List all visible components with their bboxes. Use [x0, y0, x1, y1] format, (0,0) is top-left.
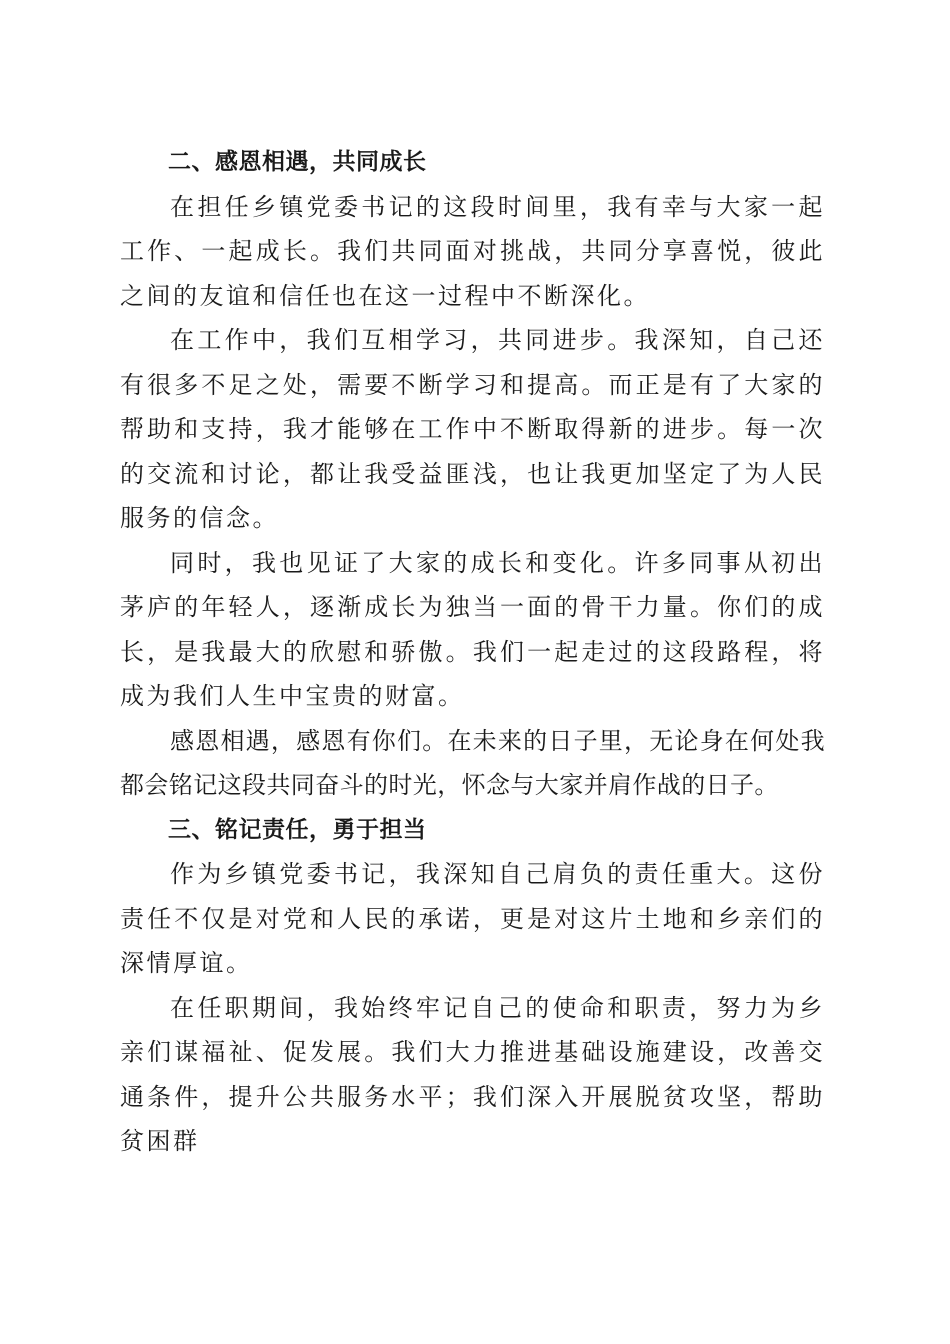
paragraph: 在担任乡镇党委书记的这段时间里，我有幸与大家一起工作、一起成长。我们共同面对挑战，共同分享喜悦，彼此之间的友谊和信任也在这一过程中不断深化。: [120, 192, 825, 310]
section-heading-responsibility: 三、铭记责任，勇于担当: [168, 816, 427, 843]
paragraph: 在任职期间，我始终牢记自己的使命和职责，努力为乡亲们谋福祉、促发展。我们大力推进基础设施建设，改善交通条件，提升公共服务水平；我们深入开展脱贫攻坚，帮助贫困群: [120, 993, 825, 1155]
paragraph: 同时，我也见证了大家的成长和变化。许多同事从初出茅庐的年轻人，逐渐成长为独当一面的骨干力量。你们的成长，是我最大的欣慰和骄傲。我们一起走过的这段路程，将成为我们人生中宝贵的财富。: [120, 548, 825, 710]
paragraph: 作为乡镇党委书记，我深知自己肩负的责任重大。这份责任不仅是对党和人民的承诺，更是对这片土地和乡亲们的深情厚谊。: [120, 860, 825, 977]
paragraph: 在工作中，我们互相学习，共同进步。我深知，自己还有很多不足之处，需要不断学习和提高。而正是有了大家的帮助和支持，我才能够在工作中不断取得新的进步。每一次的交流和讨论，都让我受益匪浅，也让我更加坚定了为人民服务的信念。: [120, 326, 825, 532]
section-heading-gratitude: 二、感恩相遇，共同成长: [168, 149, 427, 175]
document-body: [120, 140, 825, 1164]
paragraph: 感恩相遇，感恩有你们。在未来的日子里，无论身在何处我都会铭记这段共同奋斗的时光，怀念与大家并肩作战的日子。: [120, 726, 825, 799]
